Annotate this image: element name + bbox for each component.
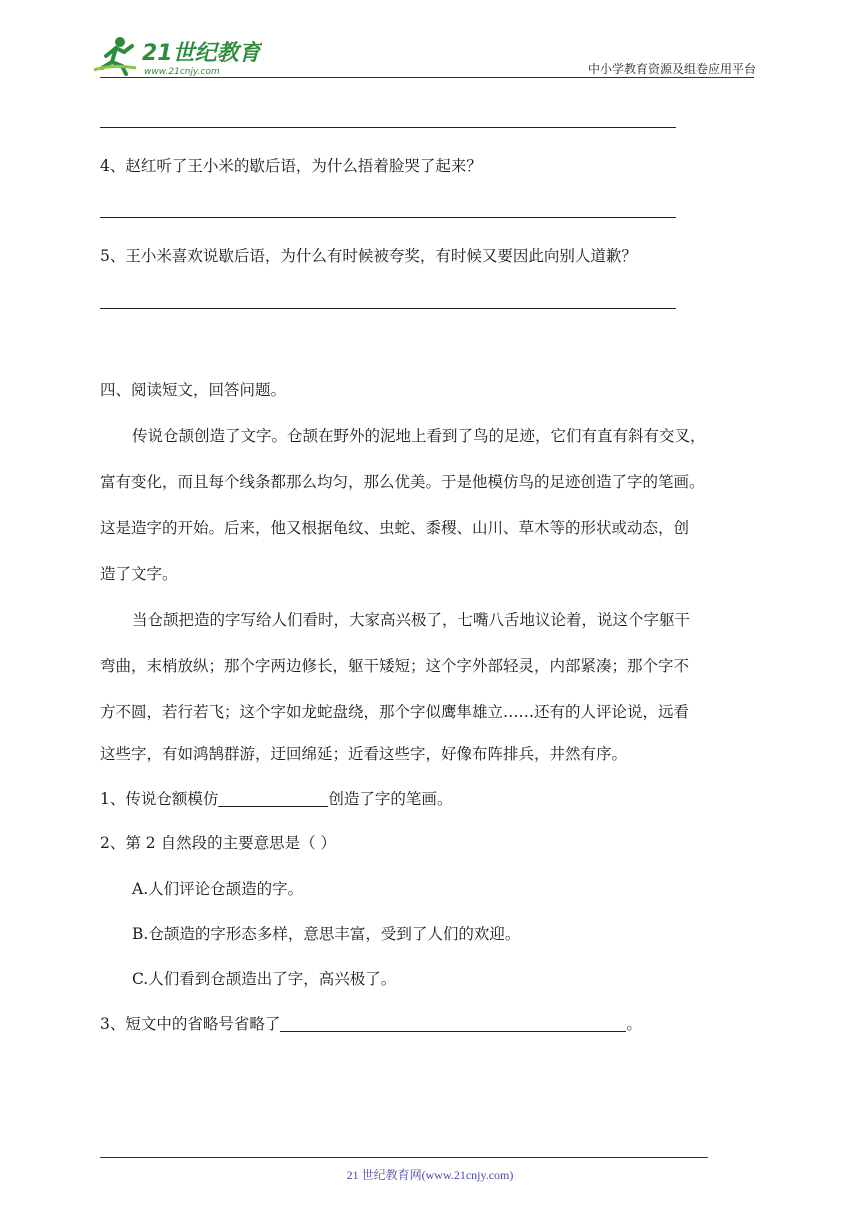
site-logo (92, 34, 262, 80)
footer-rule (100, 1157, 708, 1158)
answer-line-q3 (100, 127, 676, 128)
question-2-stem: 2、第 2 自然段的主要意思是（ ） (100, 834, 337, 852)
option-a[interactable]: A.人们评论仓颉造的字。 (132, 880, 304, 898)
logo-url: www.21cnjy.com (144, 67, 220, 77)
paragraph-1-line: 传说仓颉创造了文字。仓颉在野外的泥地上看到了鸟的足迹，它们有直有斜有交叉， (132, 427, 706, 445)
question-4: 4、赵红听了王小米的歇后语，为什么捂着脸哭了起来？ (100, 157, 482, 175)
question-1-before: 1、传说仓额模仿 (100, 790, 219, 808)
question-1-after: 创造了字的笔画。 (328, 790, 453, 808)
question-3 (100, 1014, 642, 1034)
fill-blank-1[interactable] (218, 790, 328, 807)
option-b[interactable]: B.仓颉造的字形态多样，意思丰富，受到了人们的欢迎。 (132, 925, 521, 943)
answer-line-q5 (100, 308, 676, 309)
paragraph-2-line: 弯曲，末梢放纵；那个字两边修长，躯干矮短；这个字外部轻灵，内部紧凑；那个字不 (100, 657, 690, 675)
paragraph-2-line: 方不圆，若行若飞；这个字如龙蛇盘绕，那个字似鹰隼雄立……还有的人评论说，远看 (100, 703, 690, 721)
paragraph-2-line: 这些字，有如鸿鹄群游，迂回绵延；近看这些字，好像布阵排兵，井然有序。 (100, 745, 628, 763)
question-1 (100, 789, 452, 809)
question-3-after: 。 (626, 1015, 642, 1033)
header-rule (100, 77, 754, 78)
option-c[interactable]: C.人们看到仓颉造出了字，高兴极了。 (132, 970, 397, 988)
logo-text: 21世纪教育 (142, 41, 261, 66)
answer-line-q4 (100, 217, 676, 218)
fill-blank-3[interactable] (280, 1015, 626, 1032)
section-title: 四、阅读短文，回答问题。 (100, 381, 287, 399)
runner-logo-icon (92, 34, 262, 80)
question-3-before: 3、短文中的省略号省略了 (100, 1015, 281, 1033)
question-5: 5、王小米喜欢说歇后语，为什么有时候被夸奖，有时候又要因此向别人道歉？ (100, 247, 637, 265)
footer-text: 21 世纪教育网(www.21cnjy.com) (346, 1168, 514, 1182)
header-subtitle: 中小学教育资源及组卷应用平台 (587, 62, 756, 76)
paragraph-1-line: 造了文字。 (100, 565, 178, 583)
paragraph-1-line: 这是造字的开始。后来，他又根据龟纹、虫蛇、黍稷、山川、草木等的形状或动态，创 (100, 519, 690, 537)
paragraph-1-line: 富有变化，而且每个线条都那么均匀，那么优美。于是他模仿鸟的足迹创造了字的笔画。 (100, 473, 705, 491)
paragraph-2-line: 当仓颉把造的字写给人们看时，大家高兴极了，七嘴八舌地议论着，说这个字躯干 (132, 611, 691, 629)
